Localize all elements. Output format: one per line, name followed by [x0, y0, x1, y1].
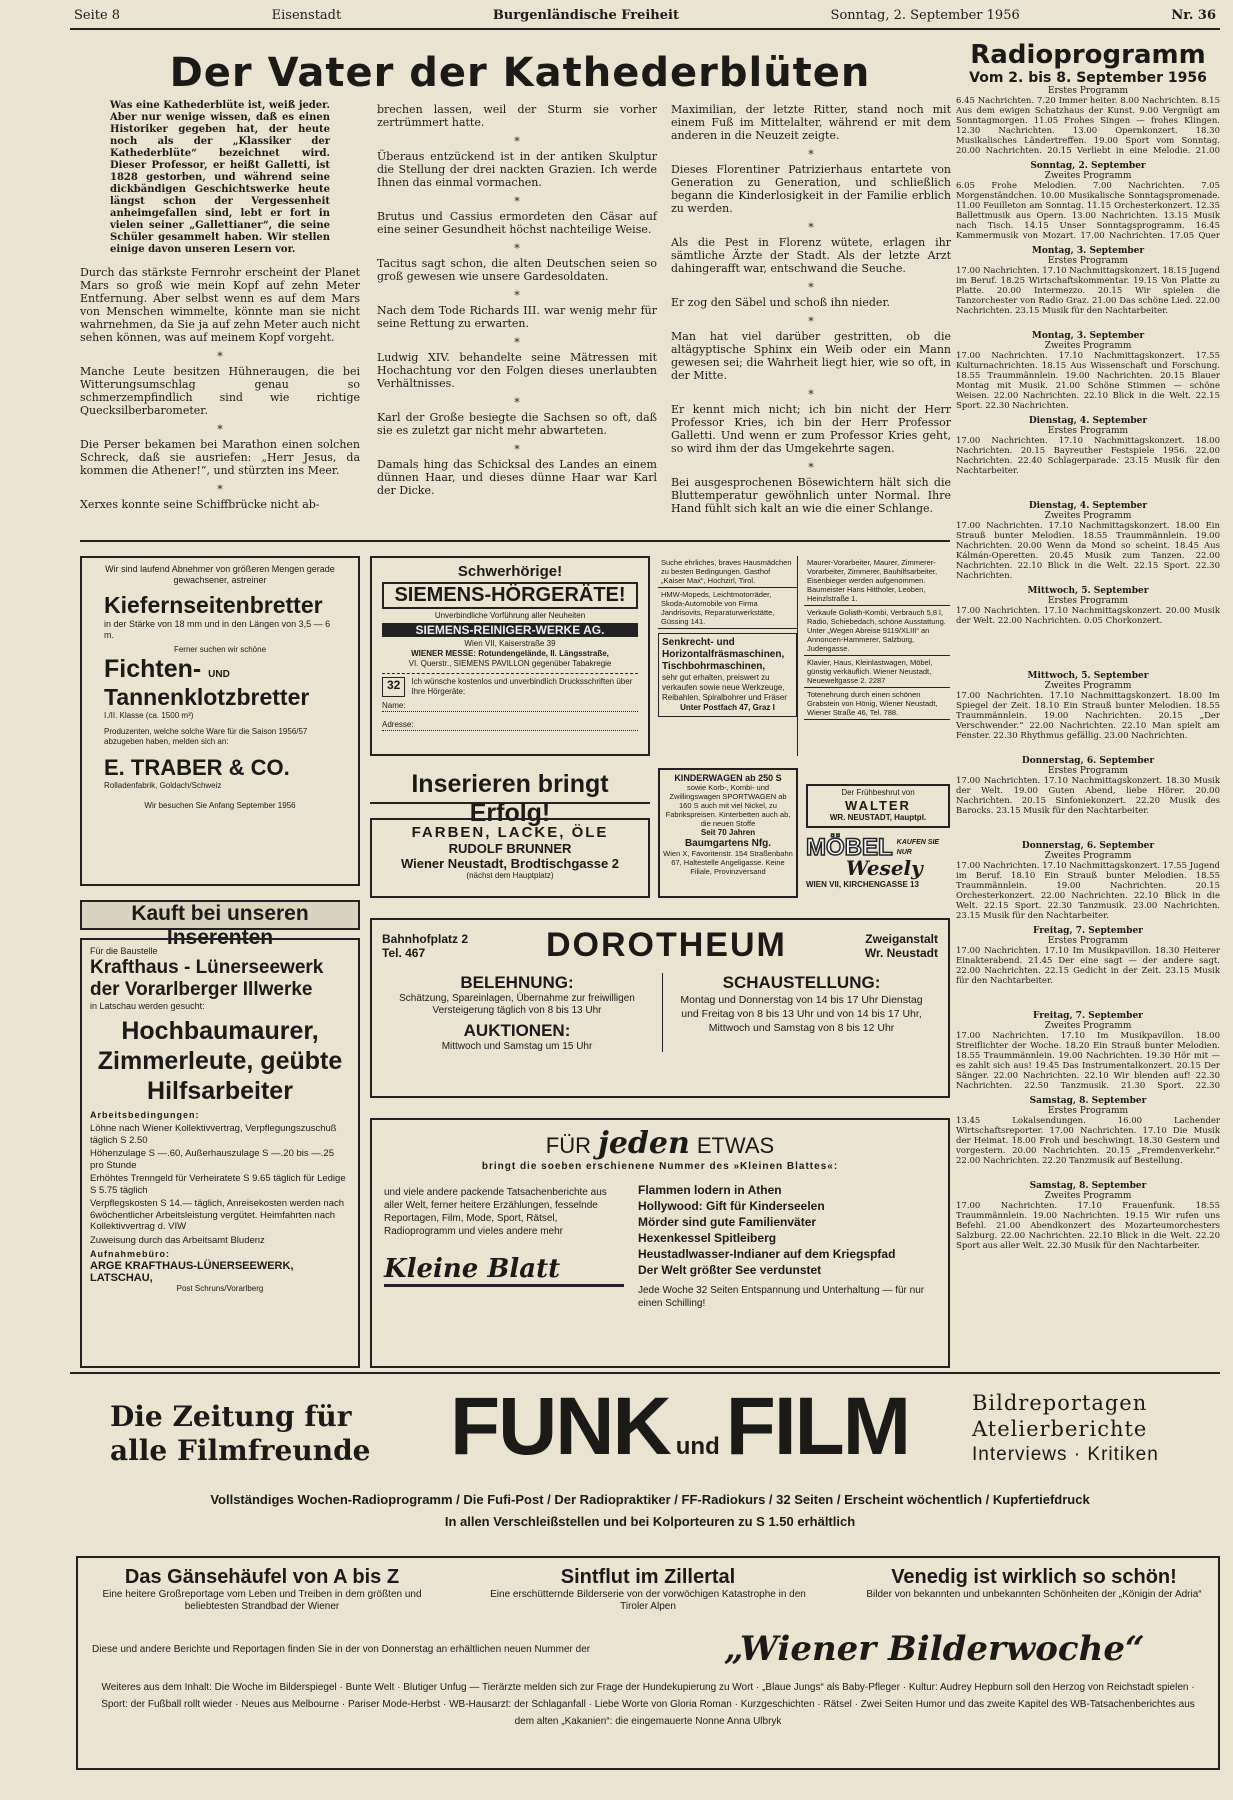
ad-text: alle Filmfreunde — [110, 1434, 371, 1467]
ad-heading: AUKTIONEN: — [463, 1021, 571, 1040]
ad-bilderwoche — [76, 1556, 1220, 1770]
radio-day-heading: Dienstag, 4. September — [1028, 416, 1148, 426]
paragraph-separator: * — [514, 443, 520, 456]
ad-text: WIENER MESSE: Rotundengelände, II. Längsstraße, — [411, 649, 609, 658]
ad-heading: Krafthaus - Lünerseewerk der Vorarlberger Illwerke — [90, 957, 324, 1000]
classifieds-right — [804, 556, 950, 776]
radio-program-name: Zweites Programm — [1044, 171, 1132, 181]
radio-day-heading: Donnerstag, 6. September — [1021, 841, 1155, 851]
ad-text: WR. NEUSTADT, Hauptpl. — [829, 813, 927, 822]
paragraph-separator: * — [514, 242, 520, 255]
radio-day-heading: Freitag, 7. September — [1033, 926, 1143, 936]
radio-program-name: Zweites Programm — [1044, 1021, 1132, 1031]
classified-ad: Maurer-Vorarbeiter, Maurer, Zimmerer-Vorarbeiter, Zimmerer, Bauhilfsarbeiter, Eisenbieger werden aufgenommen. Baumeister Hans Hittholer, Leoben, Heinzlstraße 1. — [804, 556, 950, 606]
radio-program-name: Erstes Programm — [1047, 426, 1129, 436]
ad-kinderwagen — [658, 768, 798, 898]
classified-ad: HMW-Mopeds, Leichtmotorräder, Skoda-Automobile von Firma Jandrisovits, Reparaturwerkstätte, Güssing 141. — [658, 588, 797, 629]
ad-text: In allen Verschleißstellen und bei Kolporteuren zu S 1.50 erhältlich — [444, 1514, 856, 1529]
article-paragraph: Dieses Florentiner Patrizierhaus entartete von Generation zu Generation, und schließlich begann die Kinderlosigkeit in der Familie erblich zu werden. — [671, 163, 951, 215]
ad-text: Die Zeitung für — [110, 1400, 352, 1433]
radio-schedule: 17.00 Nachrichten. 17.10 Im Musikpavillon. 18.30 Heiterer Einakterabend. 21.45 Der eine sagt — der andere sagt. 22.00 Nachrichten. 22.15 Gedicht in der Zeit. 23.15 Musik für den Nachtarbeiter. — [956, 946, 1220, 986]
ad-text: Wien X, Favoritenstr. 154 Straßenbahn 67, Haltestelle Angeligasse. Keine Filiale, Provinzversand — [663, 849, 793, 876]
article-paragraph: Karl der Große besiegte die Sachsen so oft, daß sie es zuletzt gar nicht mehr abwarteten. — [377, 411, 657, 437]
radio-day-heading: Mittwoch, 5. September — [1027, 671, 1149, 681]
article-paragraph: Nach dem Tode Richards III. war wenig mehr für seine Rettung zu erwarten. — [377, 304, 657, 330]
issue-date: Sonntag, 2. September 1956 — [830, 8, 1020, 23]
radio-program-name: Zweites Programm — [1044, 341, 1132, 351]
article-paragraph: Man hat viel darüber gestritten, ob die altägyptische Sphinx ein Weib oder ein Mann gewesen sei; die Wahrheit liegt hier, wie so oft, in der Mitte. — [671, 330, 951, 382]
paragraph-separator: * — [514, 289, 520, 302]
article-paragraph: Durch das stärkste Fernrohr erscheint der Planet Mars so groß wie mein Kopf auf zehn Meter Entfernung. Aber selbst wenn es auf dem Mars von Menschen wimmelte, könnte man sie nicht wahrnehmen, da Sie ja auf zehn Meter auch nicht sehen können, was auf meinem Kopf vorgeht. — [80, 266, 360, 344]
ad-text: Eine heitere Großreportage vom Leben und Treiben in dem größten und beliebtesten Strandbad der Wiener — [102, 1589, 422, 1612]
ad-text: Tel. 467 — [382, 945, 426, 960]
radio-schedule: 17.00 Nachrichten. 17.10 Nachmittagskonzert. 18.15 Jugend im Beruf. 18.25 Wirtschaftskommentar. 19.15 Von Platte zu Platte. 20.00 Intermezzo. 20.15 Wir spielen die Tanzorchester von Radio Graz. 21.00 Das schöne Lied. 22.00 Nachrichten. 23.15 Musik für den Nachtarbeiter. — [956, 266, 1220, 316]
ad-text: Rolladenfabrik, Goldach/Schweiz — [104, 781, 222, 790]
ad-kauft: Kauft bei unseren Inserenten — [80, 900, 360, 930]
ad-text: Post Schruns/Vorarlberg — [176, 1284, 264, 1293]
radio-schedule: 17.00 Nachrichten. 17.10 Im Musikpavillon. 18.00 Streiflichter der Woche. 18.20 Ein Strauß bunter Melodien. 18.55 Traummännlein. 19.00 Nachrichten. 19.30 Hör mit — es zahlt sich aus! 19.45 Das Instrumentalkonzert. 20.15 Der Sänger. 22.00 Nachrichten. 22.10 Wir blenden auf! 22.30 Nachrichten. 22.50 Tanzmusik. 21.30 Sport. 22.30 — [956, 1031, 1220, 1091]
ad-heading: KINDERWAGEN ab 250 S — [674, 773, 782, 783]
ad-text: Wir besuchen Sie Anfang September 1956 — [144, 801, 296, 810]
ad-heading: BELEHNUNG: — [460, 973, 574, 992]
ad-heading: Senkrecht- und Horizontalfräsmaschinen, Tischbohrmaschinen, — [662, 637, 785, 672]
article-lead: Was eine Kathederblüte ist, weiß jeder. Aber nur wenige wissen, daß es einen Historiker gegeben hat, der heute noch als der „Klassiker der Kathederblüte“ bezeichnet wird. Dieser Professor, er heißt Galletti, ist 1828 gestorben, und während seine dickbändigen Geschichtswerke heute längst schon der Vergessenheit anheimgefallen sind, lebt er fort in vielen seiner „Gallettianer“, die seine Schüler gesammelt haben. Wir stellen einige davon unseren Lesern vor. — [110, 100, 330, 255]
ad-text: Löhne nach Wiener Kollektivvertrag, Verpflegungszuschuß täglich S 2.50 — [90, 1123, 337, 1146]
ad-text: in der Stärke von 18 mm und in den Längen von 3,5 — 6 m. — [104, 619, 331, 640]
radio-schedule: 17.00 Nachrichten. 17.10 Nachmittagskonzert. 18.30 Musik der Welt. 19.00 Guten Abend, liebe Hörer. 20.00 Nachrichten. 20.15 Sinfoniekonzert. 22.20 Musik des Barocks. 23.15 Musik für den Nachtarbeiter. — [956, 776, 1220, 816]
ad-firm: DOROTHEUM — [545, 926, 787, 964]
radio-day-heading: Montag, 3. September — [1031, 331, 1145, 341]
radio-program-name: Zweites Programm — [1044, 851, 1132, 861]
coupon-text: Ich wünsche kostenlos und unverbindlich Drucksschriften über Ihre Hörgeräte: — [411, 677, 633, 696]
ad-krafthaus — [80, 938, 360, 1368]
ad-funk-und-film — [80, 1382, 1220, 1562]
article-paragraph: Überaus entzückend ist in der antiken Skulptur die Stellung der drei nackten Grazien. Ich werde Ihnen das einmal vormachen. — [377, 150, 657, 189]
classifieds-left — [658, 556, 798, 756]
coupon-number: 32 — [382, 677, 405, 697]
ad-text: KAUFEN SIE NUR — [896, 839, 940, 856]
radio-schedule: 6.05 Frohe Melodien. 7.00 Nachrichten. 7.05 Morgenständchen. 10.00 Musikalische Sonntagspromenade. 11.00 Feuilleton am Sonntag. 11.15 Orchesterkonzert. 12.35 Ballettmusik aus Opern. 13.00 Nachrichten. 13.15 Musik nach Tisch. 14.15 Unser Sonntagsprogramm. 16.45 Kammermusik von Mozart. 17.00 Nachrichten. 17.05 Quer — [956, 181, 1220, 241]
headline-item: Mörder sind gute Familienväter — [638, 1215, 817, 1229]
ad-text: Der Frühbeshrut von — [841, 788, 915, 797]
ad-text: Montag und Donnerstag von 14 bis 17 Uhr Dienstag und Freitag von 8 bis 13 Uhr und von 14 bis 17 Uhr, Mittwoch und Samstag von 8 bis 12 Uhr — [680, 994, 923, 1034]
ad-firm: RUDOLF BRUNNER — [448, 841, 572, 856]
ad-heading: Hochbaumaurer, Zimmerleute, geübte Hilfsarbeiter — [97, 1017, 343, 1105]
ad-text: Mittwoch und Samstag um 15 Uhr — [441, 1041, 593, 1052]
ad-text: Jede Woche 32 Seiten Entspannung und Unterhaltung — für nur einen Schilling! — [638, 1285, 925, 1309]
ad-heading: SCHAUSTELLUNG: — [722, 973, 881, 992]
page-header — [70, 8, 1220, 30]
paragraph-separator: * — [514, 135, 520, 148]
paragraph-separator: * — [808, 388, 814, 401]
article-paragraph: Ludwig XIV. behandelte seine Mätressen mit Hochachtung vor den Folgen dieses unerlaubten Verhältnisses. — [377, 351, 657, 390]
paragraph-separator: * — [514, 396, 520, 409]
ad-heading: Schwerhörige! — [457, 563, 563, 580]
radio-subtitle: Vom 2. bis 8. September 1956 — [969, 70, 1207, 86]
ad-text: Produzenten, welche solche Ware für die Saison 1956/57 abzugeben haben, melden sich an: — [104, 727, 308, 746]
ad-heading: SIEMENS-HÖRGERÄTE! — [382, 582, 638, 609]
paragraph-separator: * — [808, 148, 814, 161]
ad-heading: FUNK — [450, 1381, 670, 1472]
radio-day-heading: Mittwoch, 5. September — [1027, 586, 1149, 596]
radio-schedule: 6.45 Nachrichten. 7.20 Immer heiter. 8.00 Nachrichten. 8.15 Aus dem ewigen Schatzhaus der Kunst. 9.00 Vergnügt am Sonntagmorgen. 11.05 Frohes Singen — frohes Klingen. 12.30 Nachrichten. 13.00 Opernkonzert. 18.30 Musikalisches Ländertreffen. 19.00 Sport vom Sonntag. 20.00 Nachrichten. 20.15 Verliebt in eine Melodie. 21.00 — [956, 96, 1220, 156]
ad-text: Eine erschütternde Bilderserie von der vorwöchigen Katastrophe in den Tiroler Alpen — [490, 1589, 806, 1612]
radio-program-name: Erstes Programm — [1047, 1106, 1129, 1116]
classified-ad: Verkaufe Goliath-Kombi, Verbrauch 5,8 l, Radio, Schiebedach, schöne Ausstattung. Unter „Wegen Abreise 9119/XLIII“ an Annoncen-Hammerer, Salzburg, Judengasse. — [804, 606, 950, 656]
ad-heading: FILM — [725, 1381, 910, 1472]
article-column-3 — [671, 103, 951, 521]
ad-inserieren: Inserieren bringt Erfolg! — [370, 770, 650, 804]
paragraph-separator: * — [808, 461, 814, 474]
kleine-blatt-logo: Kleine Blatt — [384, 1254, 624, 1287]
radio-program-name: Erstes Programm — [1047, 766, 1129, 776]
ad-firm: Wesely — [846, 856, 923, 880]
place: Eisenstadt — [271, 8, 342, 23]
ad-text: Schätzung, Spareinlagen, Übernahme zur freiwilligen Versteigerung täglich von 8 bis 13 Uhr — [399, 993, 635, 1016]
bilderwoche-logo: „Wiener Bilderwoche“ — [724, 1629, 1145, 1669]
radio-program-name: Erstes Programm — [1047, 936, 1129, 946]
ad-text: Unverbindliche Vorführung aller Neuheiten — [434, 611, 586, 620]
ad-text: Diese und andere Berichte und Reportagen finden Sie in der von Donnerstag an erhältlichen neuen Nummer der — [92, 1643, 591, 1655]
radio-day-heading: Samstag, 8. September — [1029, 1181, 1147, 1191]
radio-day-heading: Freitag, 7. September — [1033, 1011, 1143, 1021]
radio-program-name: Zweites Programm — [1044, 681, 1132, 691]
ad-heading: jeden — [597, 1126, 690, 1161]
ad-heading: Venedig ist wirklich so schön! — [891, 1566, 1177, 1588]
ad-farben — [370, 818, 650, 898]
radio-day-heading: Donnerstag, 6. September — [1021, 756, 1155, 766]
radio-program-name: Erstes Programm — [1047, 86, 1129, 96]
radio-schedule: 17.00 Nachrichten. 17.10 Nachmittagskonzert. 18.00 Ein Strauß bunter Melodien. 18.55 Traummännlein. 19.00 Nachrichten. 20.00 Wenn da Mond so scheint. 18.45 Aus Kálmán-Operetten. 20.45 Musik zum Tanzen. 22.00 Nachrichten. 22.10 Blick in die Welt. 22.15 Sport. 22.30 Nachrichten. — [956, 521, 1220, 581]
ad-text: Ferner suchen wir schöne — [173, 645, 267, 654]
radio-title: Radioprogramm — [970, 40, 1206, 70]
ad-text: Bildreportagen — [972, 1391, 1148, 1415]
article-paragraph: Er kennt mich nicht; ich bin nicht der Herr Professor Kries, ich bin der Herr Professor Galletti. Und wenn er zum Professor Kries geht, so wird ihm der das Umgekehrte sagen. — [671, 403, 951, 455]
paragraph-separator: * — [514, 336, 520, 349]
radio-program-name: Erstes Programm — [1047, 256, 1129, 266]
ad-text: Für die Baustelle — [90, 946, 158, 956]
ad-text: Bahnhofplatz 2 — [382, 931, 468, 946]
coupon-name-field[interactable]: Name: — [382, 701, 638, 712]
headline-item: Flammen lodern in Athen — [638, 1183, 782, 1197]
ad-text: sehr gut erhalten, preiswert zu verkaufen sowie neue Werkzeuge, Reibahlen, Spiralbohrer und Fräser — [662, 673, 787, 702]
article-paragraph: Tacitus sagt schon, die alten Deutschen seien so groß gewesen wie unsere Gardesoldaten. — [377, 257, 657, 283]
paragraph-separator: * — [217, 483, 223, 496]
ad-text: Zuweisung durch das Arbeitsamt Bludenz — [90, 1234, 265, 1246]
ad-text: Interviews · Kritiken — [972, 1444, 1159, 1465]
ad-text: Wr. Neustadt — [864, 945, 938, 960]
ad-heading: FARBEN, LACKE, ÖLE — [411, 824, 609, 841]
ad-siemens — [370, 556, 650, 756]
ad-text: sowie Korb-, Kombi- und Zwillingswagen SPORTWAGEN ab 160 S auch mit viel Nickel, zu Fabrikspreisen. Kinterbetten auch ab, die neuen Stoffe — [665, 783, 791, 828]
paragraph-separator: * — [217, 350, 223, 363]
ad-text: und viele andere packende Tatsachenberichte aus aller Welt, ferner heitere Erzählungen, fesselnde Reportagen, Film, Mode, Sport, Rätsel, Radioprogramm und vieles andere mehr — [384, 1187, 607, 1237]
ad-text: FÜR — [545, 1133, 591, 1158]
ad-heading: Sintflut im Zillertal — [560, 1566, 736, 1588]
radio-day-heading: Dienstag, 4. September — [1028, 501, 1148, 511]
article-column-1 — [80, 100, 360, 517]
issue-number: Nr. 36 — [1171, 8, 1216, 23]
article-paragraph: Maximilian, der letzte Ritter, stand noch mit einem Fuß im Mittelalter, während er mit dem anderen in die Neuzeit zeigte. — [671, 103, 951, 142]
article-paragraph: Manche Leute besitzen Hühneraugen, die bei Witterungsumschlag genau so schmerzempfindlich sind wie richtige Quecksilberbarometer. — [80, 365, 360, 417]
ad-text: ETWAS — [696, 1133, 775, 1158]
paragraph-separator: * — [808, 221, 814, 234]
ad-text: Unter Postfach 47, Graz I — [680, 703, 775, 712]
ad-kleine-blatt — [370, 1118, 950, 1368]
ad-text: I./II. Klasse (ca. 1500 m³) — [104, 711, 194, 720]
article-paragraph: Bei ausgesprochenen Bösewichtern hält sich die Bluttemperatur gewöhnlich unter Normal. Ihre Hand fühlt sich kalt an wie die einer Schlange. — [671, 476, 951, 515]
page-number: Seite 8 — [74, 8, 121, 23]
ad-traber — [80, 556, 360, 886]
headline-item: Heustadlwasser-Indianer auf dem Kriegspfad — [638, 1247, 896, 1261]
article-paragraph: Als die Pest in Florenz wütete, erlagen ihr sämtliche Ärzte der Stadt. Als der letzte Arzt dahingerafft war, entschwand die Seuche. — [671, 236, 951, 275]
ad-heading: Tannenklotzbretter — [104, 684, 310, 710]
headline-item: Der Welt größter See verdunstet — [638, 1263, 822, 1277]
ad-text: Verpflegskosten S 14.— täglich, Anreisekosten werden nach 6wöchentlicher Arbeitsleistung vergütet. Heimfahrten nach Kollektivvertrag d. VIW — [90, 1198, 345, 1232]
ad-firm: WALTER — [845, 798, 911, 813]
ad-text: Höhenzulage S —.60, Außerhauszulage S —.20 bis —.25 pro Stunde — [90, 1148, 334, 1171]
ad-text: (nächst dem Hauptplatz) — [466, 871, 554, 880]
ad-walter — [806, 784, 950, 828]
ad-text: UND — [208, 669, 230, 680]
ad-heading: SIEMENS-REINIGER-WERKE AG. — [382, 623, 638, 637]
article-paragraph: brechen lassen, weil der Sturm sie vorher zertrümmert hatte. — [377, 103, 657, 129]
article-column-2 — [377, 103, 657, 503]
radio-day-heading: Samstag, 8. September — [1029, 1096, 1147, 1106]
article-paragraph: Xerxes konnte seine Schiffbrücke nicht ab- — [80, 498, 320, 511]
ad-heading: Kiefernseitenbretter — [104, 592, 323, 618]
radio-schedule: 17.00 Nachrichten. 17.10 Nachmittagskonzert. 17.55 Jugend im Beruf. 18.10 Ein Strauß bunter Melodien. 18.55 Traummännlein. 19.00 Nachrichten. 20.15 Orchesterkonzert. 22.00 Nachrichten. 22.10 Blick in die Welt. 22.15 Sport. 22.30 Tanzmusik. 23.00 Nachrichten. 23.15 Musik für den Nachtarbeiter. — [956, 861, 1220, 921]
ad-text: Vollständiges Wochen-Radioprogramm / Die Fufi-Post / Der Radiopraktiker / FF-Radiokurs / 32 Seiten / Erscheint wöchentlich / Kupfertiefdruck — [210, 1492, 1090, 1507]
ad-text: VI. Querstr., SIEMENS PAVILLON gegenüber Tabakregie — [408, 659, 612, 668]
ad-text: Wir sind laufend Abnehmer von größeren Mengen gerade gewachsener, astreiner — [105, 564, 335, 585]
paragraph-separator: * — [217, 423, 223, 436]
ad-text: Erhöhtes Trenngeld für Verheiratete S 9.65 täglich für Ledige S 5.75 täglich — [90, 1173, 346, 1196]
radio-schedule: 13.45 Lokalsendungen. 16.00 Lachender Wirtschaftsreporter. 17.00 Nachrichten. 17.10 Die Musik der Heimat. 18.00 Froh und beschwingt. 18.30 Gestern und vorgestern. 20.00 Nachrichten. 20.15 „Fremdenverkehr.“ 22.00 Nachrichten. 22.20 Tanzmusik auf Bestellung. — [956, 1116, 1220, 1166]
ad-text: Atelierberichte — [972, 1417, 1148, 1441]
coupon-address-field[interactable]: Adresse: — [382, 720, 638, 731]
ad-moebel — [806, 834, 950, 898]
radio-schedule: 17.00 Nachrichten. 17.10 Nachmittagskonzert. 17.55 Kulturnachrichten. 18.15 Aus Wissenschaft und Forschung. 18.55 Traummännlein. 19.00 Nachrichten. 20.15 Blauer Montag mit Musik. 21.00 Schöne Stimmen — schöne Weisen. 22.00 Nachrichten. 22.10 Blick in die Welt. 22.15 Sport. 22.30 Nachrichten. — [956, 351, 1220, 411]
classified-ad: Suche ehrliches, braves Hausmädchen zu besten Bedingungen. Gasthof „Kaiser Max“, Hochzirl, Tirol. — [658, 556, 797, 588]
ad-text: WIEN VII, KIRCHENGASSE 13 — [806, 880, 919, 889]
ad-firm: E. TRABER & CO. — [104, 755, 290, 780]
radio-day-heading: Montag, 3. September — [1031, 246, 1145, 256]
ad-text: Aufnahmebüro: — [90, 1249, 170, 1259]
ad-text: Zweiganstalt — [865, 931, 938, 946]
ad-dorotheum — [370, 918, 950, 1098]
radio-program — [956, 40, 1220, 1380]
ad-heading: MÖBEL — [806, 834, 893, 861]
ad-text: Bilder von bekannten und unbekannten Schönheiten der „Königin der Adria“ — [866, 1589, 1202, 1600]
ad-firm: ARGE KRAFTHAUS-LÜNERSEEWERK, LATSCHAU, — [90, 1260, 294, 1284]
ad-heading: Das Gänsehäufel von A bis Z — [124, 1566, 400, 1588]
headline-item: Hollywood: Gift für Kinderseelen — [638, 1199, 825, 1213]
article-paragraph: Er zog den Säbel und schoß ihn nieder. — [671, 296, 890, 309]
paragraph-separator: * — [808, 315, 814, 328]
ad-text: bringt die soeben erschienene Nummer des »Kleinen Blattes«: — [481, 1161, 839, 1172]
paper-name: Burgenländische Freiheit — [492, 8, 679, 23]
ad-text: in Latschau werden gesucht: — [90, 1001, 205, 1011]
radio-program-name: Erstes Programm — [1047, 596, 1129, 606]
radio-schedule: 17.00 Nachrichten. 17.10 Nachmittagskonzert. 18.00 Im Spiegel der Zeit. 18.10 Ein Strauß bunter Melodien. 18.55 Traummännlein. 19.00 Nachrichten. 20.15 „Der Verschwender.“ 22.00 Nachrichten. 22.10 Man spielt am Fenster. 22.30 Rhythmus gefällig. 23.00 Nachrichten. — [956, 691, 1220, 741]
article-paragraph: Brutus und Cassius ermordeten den Cäsar auf eine seiner Gesundheit höchst nachteilige Weise. — [377, 210, 657, 236]
ad-text: Arbeitsbedingungen: — [90, 1110, 200, 1120]
ad-text: und — [675, 1433, 720, 1460]
headline-item: Hexenkessel Spitleiberg — [638, 1231, 777, 1245]
ad-text: Weiteres aus dem Inhalt: Die Woche im Bilderspiegel · Bunte Welt · Blutiger Unfug — Tierärzte melden sich zur Frage der Hundekupierung zu Wort · „Blaue Jungs“ als Baby-Pfleger · Kultur: Audrey Hepburn soll den Herzog von Reichstadt spielen · Sport: der Fußball rollt wieder · Neues aus Melbourne · Pariser Mode-Herbst · WB-Hausarzt: der Schlaganfall · Liebe Worte von Gloria Roman · Kurzgeschichten · Rätsel · Zwei Seiten Humor und das zweite Kapitel des WB-Tatsachenberichtes aus dem alten „Kakanien“: die eingemauerte Nonne Anna Ulbryk — [101, 1682, 1195, 1727]
ad-text: Wien VII, Kaiserstraße 39 — [464, 639, 556, 648]
classified-ad: Totenehrung durch einen schönen Grabstein von Hönig, Wiener Neustadt, Wiener Straße 46, Tel. 788. — [804, 688, 950, 720]
radio-schedule: 17.00 Nachrichten. 17.10 Nachmittagskonzert. 18.00 Nachrichten. 20.15 Bayreuther Festspiele 1956. 22.00 Nachrichten. 22.40 Schlagerparade. 23.15 Musik für den Nachtarbeiter. — [956, 436, 1220, 476]
ad-text: Seit 70 Jahren — [700, 828, 756, 837]
paragraph-separator: * — [514, 195, 520, 208]
radio-schedule: 17.00 Nachrichten. 17.10 Frauenfunk. 18.55 Traummännlein. 19.00 Nachrichten. 19.15 Wir rufen uns Befehl. 21.00 Abendkonzert des Mozarteumorchesters Salzburg. 22.00 Nachrichten. 22.10 Blick in die Welt. 22.20 Sport aus aller Welt. 22.30 Musik für den Nachtarbeiter. — [956, 1201, 1220, 1251]
radio-program-name: Zweites Programm — [1044, 1191, 1132, 1201]
radio-day-heading: Sonntag, 2. September — [1030, 161, 1146, 171]
radio-schedule: 17.00 Nachrichten. 17.10 Nachmittagskonzert. 20.00 Musik der Welt. 22.00 Nachrichten. 0.05 Chorkonzert. — [956, 606, 1220, 626]
article-paragraph: Die Perser bekamen bei Marathon einen solchen Schreck, daß sie ausriefen: „Herr Jesus, da kommen die Athener!“, und stürzten ins Meer. — [80, 438, 360, 477]
classified-ad: Klavier, Haus, Kleinlastwagen, Möbel, günstig verkäuflich. Wiener Neustadt, Neueweltgasse 2. 2287 — [804, 656, 950, 688]
paragraph-separator: * — [808, 281, 814, 294]
radio-program-name: Zweites Programm — [1044, 511, 1132, 521]
article-title: Der Vater der Kathederblüten — [169, 50, 871, 96]
ad-heading: Fichten- — [104, 655, 202, 683]
ad-text: Wiener Neustadt, Brodtischgasse 2 — [400, 856, 620, 871]
article-paragraph: Damals hing das Schicksal des Landes an einem dünnen Haar, und dieses dünne Haar war Karl der Dicke. — [377, 458, 657, 497]
ad-firm: Baumgartens Nfg. — [684, 838, 772, 849]
